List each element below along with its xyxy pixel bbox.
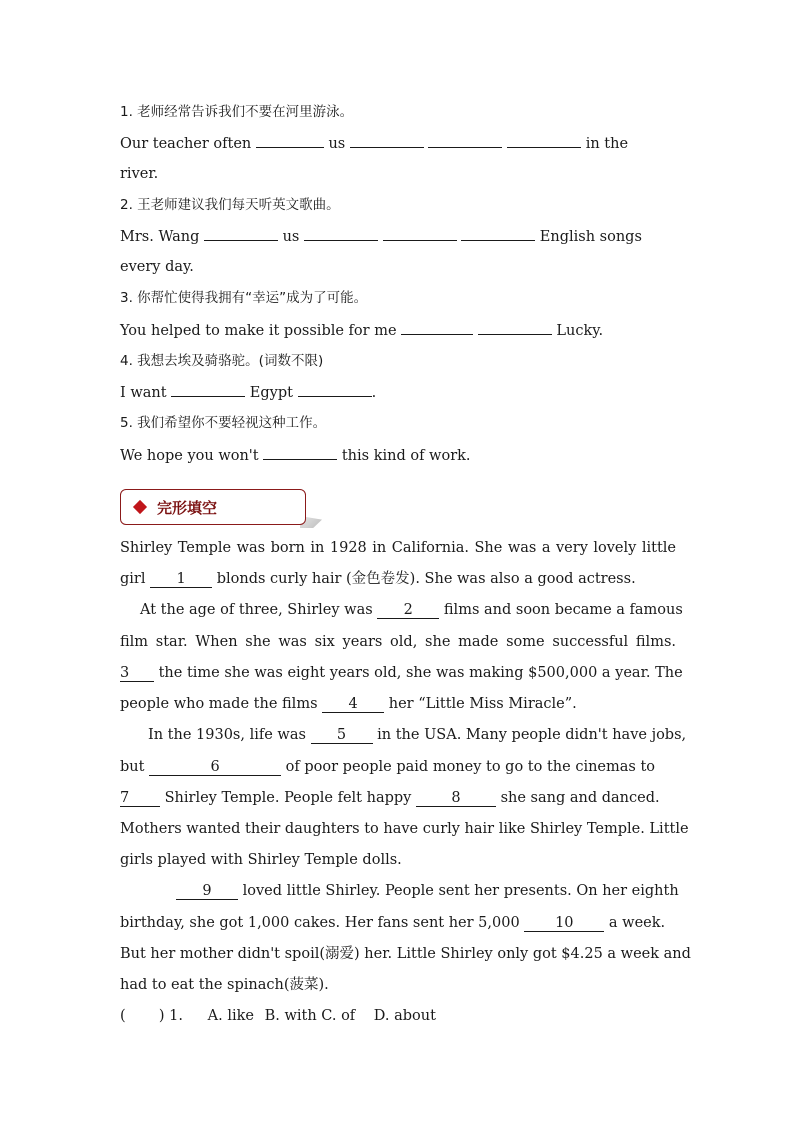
passage-line-12 — [120, 881, 679, 901]
passage-line-3 — [120, 600, 683, 620]
blank-2[interactable]: 2 — [377, 602, 439, 619]
blank-7[interactable]: 7 — [120, 790, 160, 807]
blank-8[interactable]: 8 — [416, 790, 496, 807]
passage-line-5 — [120, 663, 683, 683]
q4-text-a: I want — [120, 385, 167, 401]
q3-english — [120, 320, 676, 341]
passage-text: a week. — [608, 915, 666, 931]
q4-chinese: 4. 我想去埃及骑骆驼。(词数不限) — [120, 353, 324, 369]
q1-text-a: Our teacher often — [120, 136, 252, 152]
passage-line-6 — [120, 694, 676, 714]
answer-paren-open: ( — [120, 1008, 126, 1024]
answer-paren-close: ) — [158, 1008, 165, 1024]
passage-text: people who made the films — [120, 696, 318, 712]
passage-line-7 — [120, 725, 687, 745]
passage-text: of poor people paid money to go to the cinemas to — [285, 759, 656, 775]
q4-blank-1[interactable] — [171, 382, 245, 397]
q2-text-b: us — [282, 229, 300, 245]
q1-text-c: in the — [585, 136, 629, 152]
q1-english-cont: river. — [120, 166, 159, 182]
passage-line-9 — [120, 788, 676, 808]
option-d[interactable]: D. about — [373, 1008, 436, 1024]
q5-text-a: We hope you won't — [120, 448, 259, 464]
passage-text: films and soon became a famous — [443, 602, 683, 618]
q5-blank-1[interactable] — [263, 445, 337, 460]
blank-10[interactable]: 10 — [524, 915, 604, 932]
passage-text: blonds curly hair (金色卷发). She was also a good actress. — [216, 571, 636, 587]
q1-chinese: 1. 老师经常告诉我们不要在河里游泳。 — [120, 104, 354, 120]
passage-text: birthday, she got 1,000 cakes. Her fans sent her 5,000 — [120, 915, 520, 931]
blank-9[interactable]: 9 — [176, 883, 238, 900]
option-c[interactable]: C. of — [321, 1008, 356, 1024]
q3-blank-2[interactable] — [478, 320, 552, 335]
q5-text-b: this kind of work. — [341, 448, 471, 464]
section-header — [120, 489, 306, 525]
passage-text: her “Little Miss Miracle”. — [388, 696, 577, 712]
passage-line-2 — [120, 569, 676, 589]
q2-blank-1[interactable] — [204, 226, 278, 241]
passage-text: girl — [120, 571, 146, 587]
passage-line-14: But her mother didn't spoil(溺爱) her. Little Shirley only got $4.25 a week and — [120, 946, 691, 962]
diamond-icon — [133, 500, 147, 514]
passage-line-11: girls played with Shirley Temple dolls. — [120, 852, 402, 868]
q1-english — [120, 133, 676, 154]
q2-blank-3[interactable] — [383, 226, 457, 241]
q2-text-c: English songs — [539, 229, 642, 245]
passage-line-8 — [120, 757, 676, 777]
blank-3[interactable]: 3 — [120, 665, 154, 682]
q1-blank-4[interactable] — [507, 133, 581, 148]
q5-english — [120, 445, 676, 466]
q2-blank-2[interactable] — [304, 226, 378, 241]
q1-blank-2[interactable] — [350, 133, 424, 148]
q3-text-a: You helped to make it possible for me — [120, 323, 397, 339]
passage-text: loved little Shirley. People sent her presents. On her eighth — [242, 883, 679, 899]
q3-text-b: Lucky. — [556, 323, 604, 339]
passage-text: Shirley Temple. People felt happy — [164, 790, 412, 806]
blank-1[interactable]: 1 — [150, 571, 212, 588]
question-1-options — [120, 1006, 676, 1026]
q3-blank-1[interactable] — [401, 320, 473, 335]
blank-6[interactable]: 6 — [149, 759, 281, 776]
q2-english — [120, 226, 676, 247]
blank-4[interactable]: 4 — [322, 696, 384, 713]
q2-chinese: 2. 王老师建议我们每天听英文歌曲。 — [120, 197, 340, 213]
q2-english-cont: every day. — [120, 259, 194, 275]
q5-chinese: 5. 我们希望你不要轻视这种工作。 — [120, 415, 327, 431]
passage-text: but — [120, 759, 145, 775]
passage-line-10: Mothers wanted their daughters to have curly hair like Shirley Temple. Little — [120, 821, 689, 837]
passage-line-4: film star. When she was six years old, she made some successful films. — [120, 634, 676, 650]
q2-text-a: Mrs. Wang — [120, 229, 200, 245]
q4-english — [120, 382, 676, 403]
q4-text-c: . — [371, 385, 377, 401]
option-b[interactable]: B. with — [264, 1008, 317, 1024]
passage-text: she sang and danced. — [500, 790, 660, 806]
q1-blank-1[interactable] — [256, 133, 324, 148]
option-a[interactable]: A. like — [207, 1008, 254, 1024]
q1-blank-3[interactable] — [428, 133, 502, 148]
q1-text-b: us — [328, 136, 346, 152]
passage-text: In the 1930s, life was — [148, 727, 306, 743]
blank-5[interactable]: 5 — [311, 727, 373, 744]
passage-line-15: had to eat the spinach(菠菜). — [120, 977, 329, 993]
q4-blank-2[interactable] — [298, 382, 372, 397]
section-title: 完形填空 — [157, 499, 218, 517]
passage-text: the time she was eight years old, she was making $500,000 a year. The — [158, 665, 683, 681]
passage-line-1: Shirley Temple was born in 1928 in California. She was a very lovely little — [120, 540, 676, 556]
passage-text: At the age of three, Shirley was — [140, 602, 373, 618]
option-number: 1. — [169, 1008, 184, 1024]
q4-text-b: Egypt — [249, 385, 293, 401]
passage-line-13 — [120, 913, 676, 933]
q3-chinese: 3. 你帮忙使得我拥有“幸运”成为了可能。 — [120, 290, 368, 306]
q2-blank-4[interactable] — [461, 226, 535, 241]
passage-text: in the USA. Many people didn't have jobs, — [377, 727, 687, 743]
